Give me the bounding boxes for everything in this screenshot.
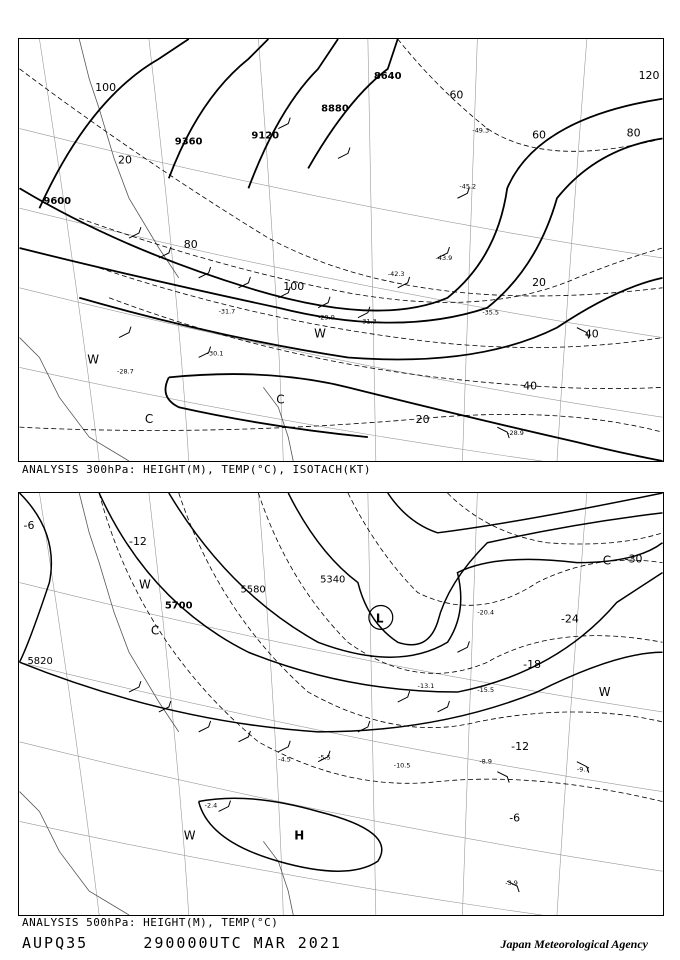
cold-region-label: C (276, 392, 285, 407)
isotach-label: 80 (183, 238, 198, 252)
height-label: 9120 (251, 130, 280, 142)
station-temp: -30.1 (206, 349, 224, 358)
isotach-lines (20, 39, 663, 432)
station-temperature-group (117, 127, 524, 438)
station-temp: -28.7 (117, 367, 134, 376)
valid-time: 290000UTC MAR 2021 (143, 934, 342, 952)
station-temp: -15.5 (477, 686, 495, 695)
isotach-label: 80 (626, 126, 641, 140)
isotherm-label: -12 (511, 739, 530, 753)
graticule (20, 493, 663, 915)
cold-region-label: C (602, 553, 612, 568)
warm-region-label: W (598, 685, 611, 700)
station-temp: -9.7 (576, 765, 590, 774)
isotach-label: 20 (532, 275, 547, 289)
isotach-label-group (95, 69, 659, 426)
isotherm-label: -18 (523, 658, 542, 672)
isotherm-label: -12 (129, 534, 147, 548)
station-temp: -3.9 (505, 879, 518, 888)
station-temp: -28.9 (507, 429, 524, 438)
height-label-group (27, 575, 345, 668)
wind-barbs (119, 118, 589, 438)
map-300hpa-canvas (19, 39, 663, 461)
isotach-label: 100 (95, 80, 117, 94)
isotach-label: 20 (415, 413, 430, 427)
station-temp: -4.5 (278, 755, 291, 764)
station-temp: -13.1 (417, 682, 435, 691)
warm-region-label: W (183, 828, 196, 843)
graticule (20, 39, 663, 461)
station-temp: -43.9 (435, 253, 453, 262)
height-label: 5820 (27, 656, 53, 668)
isotherm-lines (99, 493, 662, 802)
height-label: 9360 (174, 136, 203, 148)
station-temp: -29.9 (318, 313, 335, 322)
warm-region-label: W (138, 577, 151, 592)
station-temp: -8.9 (479, 757, 492, 766)
height-label: 8640 (373, 70, 402, 82)
station-temp: -20.4 (477, 608, 495, 617)
wind-barbs (129, 641, 589, 892)
product-code: AUPQ35 (22, 934, 89, 952)
station-temp: -2.4 (204, 801, 218, 810)
product-code-line (22, 934, 342, 952)
map-300hpa (18, 38, 664, 462)
station-temp: -5.5 (318, 753, 331, 762)
height-label: 5580 (240, 584, 266, 596)
station-temp: -45.2 (459, 182, 477, 191)
station-temp: -49.3 (472, 126, 490, 135)
warm-region-label: W (87, 352, 100, 367)
map-500hpa (18, 492, 664, 916)
agency-name: Japan Meteorological Agency (500, 937, 648, 951)
isotach-label: 60 (449, 88, 464, 102)
isotach-label: 40 (584, 327, 599, 341)
height-contours (20, 39, 663, 461)
isotach-label: 100 (283, 279, 305, 293)
bottom-map-caption: ANALYSIS 500hPa: HEIGHT(M), TEMP(°C) (22, 916, 279, 929)
station-temperature-group (205, 608, 590, 887)
height-label: 5340 (320, 574, 346, 586)
isotach-label: 40 (523, 379, 538, 393)
isotherm-label-group (24, 519, 643, 825)
isotherm-label: -6 (509, 811, 521, 825)
height-label: 5700 (164, 600, 193, 612)
isotherm-label: -6 (23, 518, 35, 532)
height-label: 8880 (321, 103, 349, 115)
isotach-label: 20 (118, 153, 132, 167)
station-temp: -42.3 (387, 269, 405, 278)
cold-region-label: C (150, 623, 160, 638)
low-center-label: L (375, 611, 384, 626)
station-temp: -31.3 (359, 317, 377, 326)
warm-region-label: W (314, 326, 326, 341)
height-label: 9600 (43, 196, 72, 208)
top-map-caption: ANALYSIS 300hPa: HEIGHT(M), TEMP(°C), ISOTACH(KT) (22, 463, 372, 476)
station-temp: -10.5 (393, 761, 411, 770)
station-temp: -35.5 (482, 308, 500, 317)
station-temp: -31.7 (218, 307, 236, 316)
isotach-label: 120 (638, 68, 660, 82)
cold-region-label: C (144, 412, 154, 427)
map-500hpa-canvas (19, 493, 663, 915)
isotherm-label: -24 (560, 612, 579, 626)
isotherm-label: -30 (624, 552, 643, 566)
high-center-label: H (294, 828, 305, 843)
isotach-label: 60 (532, 128, 547, 142)
